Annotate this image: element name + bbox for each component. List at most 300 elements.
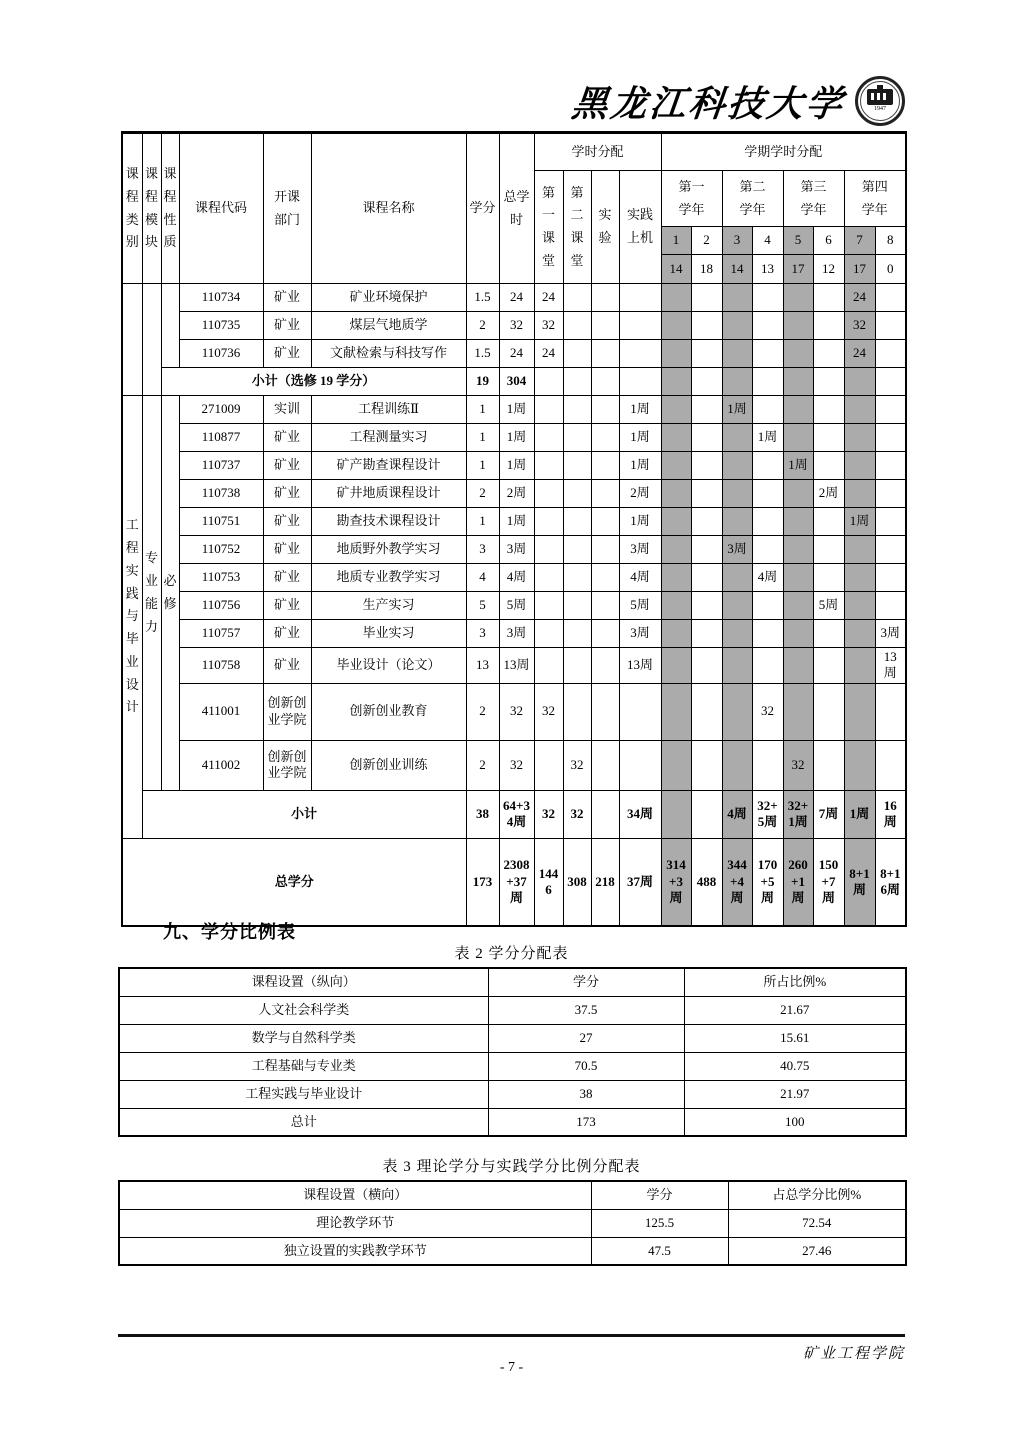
cell: 1周 bbox=[619, 452, 661, 480]
table-row bbox=[122, 536, 906, 564]
cell: 实训 bbox=[263, 396, 311, 424]
cell: 21.67 bbox=[684, 996, 906, 1024]
cell bbox=[691, 340, 722, 368]
cell bbox=[752, 620, 783, 648]
cell bbox=[722, 312, 752, 340]
cell bbox=[813, 508, 844, 536]
cell: 2308+37周 bbox=[499, 838, 534, 926]
cell: 32 bbox=[534, 312, 563, 340]
cell: 工程实践与毕业设计 bbox=[122, 396, 142, 839]
header-cell: 总学时 bbox=[499, 133, 534, 284]
cell bbox=[722, 340, 752, 368]
table-row bbox=[122, 340, 906, 368]
university-logotype: 黑龙江科技大学 bbox=[569, 83, 847, 124]
table-row bbox=[119, 1181, 906, 1209]
cell: 40.75 bbox=[684, 1052, 906, 1080]
cell: 矿业 bbox=[263, 284, 311, 312]
cell: 125.5 bbox=[591, 1209, 728, 1237]
header-cell: 13 bbox=[752, 255, 783, 284]
header-cell: 6 bbox=[813, 227, 844, 255]
cell: 工程训练Ⅱ bbox=[311, 396, 466, 424]
table-row bbox=[122, 620, 906, 648]
credit-allocation-table bbox=[118, 967, 905, 1137]
cell: 文献检索与科技写作 bbox=[311, 340, 466, 368]
cell: 4周 bbox=[619, 564, 661, 592]
cell bbox=[844, 683, 875, 740]
cell: 1 bbox=[466, 452, 499, 480]
cell bbox=[875, 536, 906, 564]
cell bbox=[563, 683, 591, 740]
cell bbox=[619, 340, 661, 368]
table-row bbox=[122, 790, 906, 838]
table-row bbox=[122, 133, 906, 171]
cell: 32 bbox=[563, 740, 591, 790]
header-cell: 课程名称 bbox=[311, 133, 466, 284]
cell bbox=[752, 592, 783, 620]
cell bbox=[783, 620, 813, 648]
cell bbox=[813, 284, 844, 312]
cell bbox=[591, 683, 619, 740]
cell bbox=[691, 536, 722, 564]
cell: 32 bbox=[499, 312, 534, 340]
cell: 27 bbox=[488, 1024, 684, 1052]
cell: 7周 bbox=[813, 790, 844, 838]
cell: 2 bbox=[466, 683, 499, 740]
cell bbox=[661, 508, 691, 536]
cell: 3周 bbox=[499, 536, 534, 564]
cell bbox=[563, 312, 591, 340]
cell: 1周 bbox=[619, 508, 661, 536]
table-row bbox=[122, 508, 906, 536]
cell: 1周 bbox=[499, 508, 534, 536]
cell bbox=[783, 284, 813, 312]
cell: 32 bbox=[534, 790, 563, 838]
cell bbox=[591, 368, 619, 396]
cell bbox=[534, 452, 563, 480]
cell: 矿业 bbox=[263, 312, 311, 340]
cell bbox=[591, 424, 619, 452]
cell bbox=[661, 452, 691, 480]
cell: 地质专业教学实习 bbox=[311, 564, 466, 592]
cell bbox=[691, 396, 722, 424]
cell bbox=[591, 536, 619, 564]
cell: 矿业 bbox=[263, 340, 311, 368]
cell: 38 bbox=[488, 1080, 684, 1108]
header-cell: 7 bbox=[844, 227, 875, 255]
cell: 毕业设计（论文） bbox=[311, 648, 466, 684]
cell bbox=[591, 620, 619, 648]
cell bbox=[844, 620, 875, 648]
cell bbox=[783, 368, 813, 396]
cell bbox=[783, 683, 813, 740]
cell: 1周 bbox=[752, 424, 783, 452]
credit-allocation-table-grid bbox=[118, 967, 907, 1137]
cell: 4周 bbox=[722, 790, 752, 838]
cell: 理论教学环节 bbox=[119, 1209, 591, 1237]
header-cell: 第一课堂 bbox=[534, 171, 563, 284]
cell bbox=[534, 396, 563, 424]
cell bbox=[783, 564, 813, 592]
cell: 19 bbox=[466, 368, 499, 396]
cell: 5周 bbox=[619, 592, 661, 620]
cell bbox=[619, 683, 661, 740]
cell: 1周 bbox=[844, 790, 875, 838]
cell bbox=[844, 536, 875, 564]
cell: 4 bbox=[466, 564, 499, 592]
table-row bbox=[122, 683, 906, 740]
cell: 32+5周 bbox=[752, 790, 783, 838]
table-row bbox=[119, 968, 906, 996]
cell: 32 bbox=[563, 790, 591, 838]
cell: 260+1周 bbox=[783, 838, 813, 926]
cell: 3 bbox=[466, 620, 499, 648]
cell bbox=[691, 508, 722, 536]
header-cell: 第二学年 bbox=[722, 171, 783, 227]
cell bbox=[661, 648, 691, 684]
table-row bbox=[122, 838, 906, 926]
header-cell: 14 bbox=[722, 255, 752, 284]
cell bbox=[752, 312, 783, 340]
cell bbox=[563, 620, 591, 648]
cell bbox=[752, 368, 783, 396]
cell: 110758 bbox=[179, 648, 263, 684]
cell: 2周 bbox=[813, 480, 844, 508]
cell: 1周 bbox=[499, 424, 534, 452]
cell bbox=[142, 284, 161, 396]
cell: 4周 bbox=[499, 564, 534, 592]
cell: 工程基础与专业类 bbox=[119, 1052, 488, 1080]
cell: 生产实习 bbox=[311, 592, 466, 620]
cell: 8+16周 bbox=[875, 838, 906, 926]
cell: 3周 bbox=[619, 536, 661, 564]
cell: 矿业 bbox=[263, 592, 311, 620]
cell: 数学与自然科学类 bbox=[119, 1024, 488, 1052]
cell: 32+1周 bbox=[783, 790, 813, 838]
table-row bbox=[122, 284, 906, 312]
cell bbox=[591, 452, 619, 480]
cell: 矿业 bbox=[263, 620, 311, 648]
header-cell: 所占比例% bbox=[684, 968, 906, 996]
cell bbox=[844, 480, 875, 508]
cell bbox=[122, 284, 142, 396]
cell bbox=[591, 740, 619, 790]
cell bbox=[875, 508, 906, 536]
header-cell: 17 bbox=[783, 255, 813, 284]
cell bbox=[661, 368, 691, 396]
table-row bbox=[122, 424, 906, 452]
cell: 3周 bbox=[875, 620, 906, 648]
cell: 1周 bbox=[499, 452, 534, 480]
cell bbox=[534, 740, 563, 790]
cell: 32 bbox=[844, 312, 875, 340]
cell: 矿业环境保护 bbox=[311, 284, 466, 312]
cell: 24 bbox=[499, 284, 534, 312]
cell bbox=[691, 620, 722, 648]
cell bbox=[875, 340, 906, 368]
table-row bbox=[119, 1080, 906, 1108]
cell: 32 bbox=[752, 683, 783, 740]
cell bbox=[591, 564, 619, 592]
table-row bbox=[119, 996, 906, 1024]
cell: 创新创业学院 bbox=[263, 740, 311, 790]
cell: 2 bbox=[466, 480, 499, 508]
cell bbox=[619, 312, 661, 340]
cell bbox=[563, 536, 591, 564]
footer-divider bbox=[118, 1334, 905, 1337]
cell bbox=[783, 396, 813, 424]
cell: 314+3周 bbox=[661, 838, 691, 926]
cell: 308 bbox=[563, 838, 591, 926]
cell: 150+7周 bbox=[813, 838, 844, 926]
cell bbox=[875, 312, 906, 340]
cell bbox=[752, 536, 783, 564]
header-cell: 课程性质 bbox=[161, 133, 179, 284]
cell: 小计 bbox=[142, 790, 466, 838]
header-cell: 5 bbox=[783, 227, 813, 255]
university-seal-icon bbox=[855, 76, 905, 126]
cell: 37周 bbox=[619, 838, 661, 926]
cell bbox=[844, 564, 875, 592]
cell bbox=[661, 790, 691, 838]
header-cell: 2 bbox=[691, 227, 722, 255]
cell bbox=[783, 480, 813, 508]
header-cell: 学期学时分配 bbox=[661, 133, 906, 171]
cell bbox=[722, 592, 752, 620]
table-row bbox=[122, 648, 906, 684]
cell bbox=[661, 480, 691, 508]
cell bbox=[783, 312, 813, 340]
cell: 4周 bbox=[752, 564, 783, 592]
header-cell: 第三学年 bbox=[783, 171, 844, 227]
cell bbox=[722, 740, 752, 790]
header-cell: 17 bbox=[844, 255, 875, 284]
cell: 32 bbox=[499, 740, 534, 790]
header-cell: 12 bbox=[813, 255, 844, 284]
cell bbox=[563, 592, 591, 620]
cell: 矿产勘查课程设计 bbox=[311, 452, 466, 480]
cell bbox=[875, 592, 906, 620]
cell bbox=[783, 592, 813, 620]
header-cell: 开课部门 bbox=[263, 133, 311, 284]
header-cell: 实践上机 bbox=[619, 171, 661, 284]
cell bbox=[722, 508, 752, 536]
cell bbox=[691, 368, 722, 396]
cell: 173 bbox=[488, 1108, 684, 1136]
cell: 1周 bbox=[783, 452, 813, 480]
cell: 创新创业教育 bbox=[311, 683, 466, 740]
cell: 毕业实习 bbox=[311, 620, 466, 648]
header-cell: 第二课堂 bbox=[563, 171, 591, 284]
cell: 24 bbox=[499, 340, 534, 368]
cell bbox=[752, 340, 783, 368]
table-row bbox=[122, 452, 906, 480]
cell: 专业能力 bbox=[142, 396, 161, 791]
cell: 110757 bbox=[179, 620, 263, 648]
cell: 27.46 bbox=[728, 1237, 906, 1265]
cell bbox=[752, 480, 783, 508]
cell bbox=[783, 508, 813, 536]
cell: 1周 bbox=[844, 508, 875, 536]
cell: 工程测量实习 bbox=[311, 424, 466, 452]
cell: 1.5 bbox=[466, 284, 499, 312]
cell bbox=[752, 508, 783, 536]
cell bbox=[691, 592, 722, 620]
cell: 488 bbox=[691, 838, 722, 926]
cell: 173 bbox=[466, 838, 499, 926]
cell bbox=[722, 368, 752, 396]
cell bbox=[534, 620, 563, 648]
cell bbox=[691, 683, 722, 740]
cell bbox=[783, 340, 813, 368]
cell: 1周 bbox=[619, 424, 661, 452]
cell: 21.97 bbox=[684, 1080, 906, 1108]
cell bbox=[591, 284, 619, 312]
cell: 1周 bbox=[722, 396, 752, 424]
table-row bbox=[119, 1108, 906, 1136]
cell: 32 bbox=[499, 683, 534, 740]
cell bbox=[875, 564, 906, 592]
college-name: 矿业工程学院 bbox=[802, 1346, 905, 1362]
cell bbox=[722, 564, 752, 592]
cell bbox=[691, 480, 722, 508]
cell: 2 bbox=[466, 312, 499, 340]
cell bbox=[563, 648, 591, 684]
cell: 271009 bbox=[179, 396, 263, 424]
cell bbox=[563, 564, 591, 592]
cell bbox=[691, 424, 722, 452]
seal-emblem bbox=[867, 89, 893, 105]
cell bbox=[844, 592, 875, 620]
cell bbox=[722, 284, 752, 312]
cell bbox=[591, 648, 619, 684]
cell bbox=[563, 508, 591, 536]
cell: 3周 bbox=[722, 536, 752, 564]
cell bbox=[534, 480, 563, 508]
cell: 24 bbox=[534, 340, 563, 368]
table-row bbox=[122, 740, 906, 790]
cell: 47.5 bbox=[591, 1237, 728, 1265]
cell bbox=[813, 536, 844, 564]
page-header bbox=[118, 72, 905, 130]
cell bbox=[661, 536, 691, 564]
cell bbox=[661, 683, 691, 740]
cell: 1 bbox=[466, 508, 499, 536]
cell bbox=[691, 452, 722, 480]
cell bbox=[619, 284, 661, 312]
curriculum-table bbox=[121, 131, 905, 927]
cell: 110734 bbox=[179, 284, 263, 312]
cell: 411002 bbox=[179, 740, 263, 790]
cell: 1.5 bbox=[466, 340, 499, 368]
table-row bbox=[119, 1237, 906, 1265]
table-row bbox=[119, 1209, 906, 1237]
theory-practice-ratio-table-grid bbox=[118, 1180, 907, 1266]
cell bbox=[619, 740, 661, 790]
cell bbox=[844, 648, 875, 684]
cell: 独立设置的实践教学环节 bbox=[119, 1237, 591, 1265]
cell: 必修 bbox=[161, 396, 179, 791]
header-cell: 3 bbox=[722, 227, 752, 255]
cell: 矿业 bbox=[263, 536, 311, 564]
cell: 总计 bbox=[119, 1108, 488, 1136]
cell bbox=[844, 396, 875, 424]
cell bbox=[691, 740, 722, 790]
cell: 5周 bbox=[499, 592, 534, 620]
header-cell: 课程代码 bbox=[179, 133, 263, 284]
cell: 2 bbox=[466, 740, 499, 790]
table-row bbox=[119, 1052, 906, 1080]
table-row bbox=[122, 396, 906, 424]
header-cell: 1 bbox=[661, 227, 691, 255]
header-cell: 第四学年 bbox=[844, 171, 906, 227]
cell: 110751 bbox=[179, 508, 263, 536]
cell: 15.61 bbox=[684, 1024, 906, 1052]
cell bbox=[591, 340, 619, 368]
cell bbox=[783, 424, 813, 452]
cell bbox=[661, 620, 691, 648]
cell: 24 bbox=[844, 284, 875, 312]
cell bbox=[591, 480, 619, 508]
cell bbox=[161, 284, 179, 368]
cell: 2周 bbox=[619, 480, 661, 508]
cell bbox=[591, 592, 619, 620]
cell bbox=[875, 368, 906, 396]
header-cell: 实验 bbox=[591, 171, 619, 284]
cell: 37.5 bbox=[488, 996, 684, 1024]
cell bbox=[722, 620, 752, 648]
cell bbox=[563, 368, 591, 396]
cell bbox=[813, 620, 844, 648]
cell bbox=[691, 648, 722, 684]
cell: 1周 bbox=[499, 396, 534, 424]
header-cell: 学分 bbox=[466, 133, 499, 284]
cell: 矿业 bbox=[263, 452, 311, 480]
cell: 小计（选修 19 学分） bbox=[161, 368, 466, 396]
cell bbox=[691, 790, 722, 838]
page-number: - 7 - bbox=[499, 1360, 524, 1375]
cell bbox=[691, 564, 722, 592]
cell bbox=[813, 648, 844, 684]
cell: 煤层气地质学 bbox=[311, 312, 466, 340]
cell bbox=[844, 424, 875, 452]
cell bbox=[875, 683, 906, 740]
header-cell: 课程设置（横向） bbox=[119, 1181, 591, 1209]
cell bbox=[591, 790, 619, 838]
header-cell: 14 bbox=[661, 255, 691, 284]
cell bbox=[722, 648, 752, 684]
table-row bbox=[122, 592, 906, 620]
cell: 1446 bbox=[534, 838, 563, 926]
cell: 110738 bbox=[179, 480, 263, 508]
cell bbox=[661, 284, 691, 312]
cell: 5 bbox=[466, 592, 499, 620]
theory-practice-ratio-table bbox=[118, 1180, 905, 1266]
cell bbox=[534, 564, 563, 592]
cell bbox=[534, 536, 563, 564]
cell bbox=[813, 368, 844, 396]
table-row bbox=[122, 564, 906, 592]
header-cell: 课程类别 bbox=[122, 133, 142, 284]
cell: 100 bbox=[684, 1108, 906, 1136]
cell bbox=[661, 424, 691, 452]
cell bbox=[591, 508, 619, 536]
cell bbox=[534, 592, 563, 620]
cell bbox=[752, 396, 783, 424]
cell: 3周 bbox=[619, 620, 661, 648]
cell bbox=[813, 740, 844, 790]
cell bbox=[563, 284, 591, 312]
table-row bbox=[122, 368, 906, 396]
